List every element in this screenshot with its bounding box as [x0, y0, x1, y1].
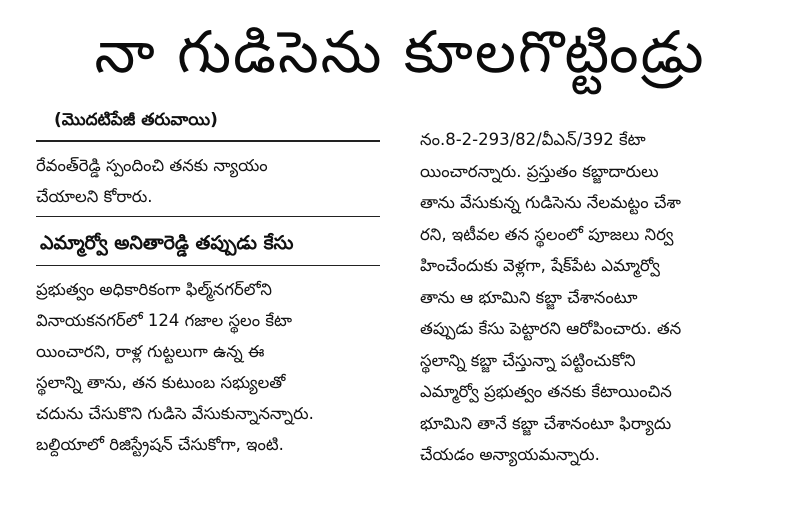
body-paragraph [36, 274, 380, 460]
text-line: నం.8-2-293/82/వీఎన్/392 కేటా [420, 130, 646, 149]
text-line: భూమిని తానే కబ్జా చేశానంటూ ఫిర్యాదు [420, 413, 672, 433]
right-column [420, 124, 780, 471]
left-column [36, 104, 380, 460]
text-line: ఎమ్మార్వో ప్రభుత్వం తనకు కేటాయించిన [420, 382, 672, 401]
text-line: చేయడం అన్యాయమన్నారు. [420, 445, 600, 464]
text-line: స్థలాన్ని తాను, తన కుటుంబ సభ్యులతో [36, 373, 286, 392]
subhead-bottom-rule [36, 265, 380, 266]
right-body-paragraph [420, 124, 780, 471]
text-line: స్థలాన్ని కబ్జా చేస్తున్నా పట్టించుకోని [420, 350, 636, 370]
text-line: బల్దియాలో రిజిస్ట్రేషన్ చేసుకోగా, ఇంటి. [36, 435, 284, 454]
text-line: తాను వేసుకున్న గుడిసెను నేలమట్టం చేశా [420, 193, 681, 212]
subheading: ఎమ్మార్వో అనితారెడ్డి తప్పుడు కేసు [40, 232, 294, 254]
text-line: చేయాలని కోరారు. [36, 187, 153, 206]
subhead-top-rule [36, 216, 380, 217]
text-line: రని, ఇటీవల తన స్థలంలో పూజలు నిర్వ [420, 224, 674, 244]
text-line: రేవంత్‌రెడ్డి స్పందించి తనకు న్యాయం [36, 156, 268, 175]
text-line: యించారని, రాళ్ల గుట్టలుగా ఉన్న ఈ [36, 342, 265, 361]
text-line: హించేందుకు వెళ్లగా, షేక్‌పేట ఎమ్మార్వో [420, 256, 660, 275]
intro-paragraph [36, 150, 380, 212]
text-line: తప్పుడు కేసు పెట్టారని ఆరోపించారు. తన [420, 319, 682, 338]
text-line: ప్రభుత్వం అధికారికంగా ఫిల్మ్‌నగర్‌లోని [36, 280, 272, 299]
text-line: తాను ఆ భూమిని కబ్జా చేశానంటూ [420, 287, 638, 307]
headline: నా గుడిసెను కూలగొట్టిండ్రు [94, 18, 706, 86]
text-line: చదును చేసుకొని గుడిసె వేసుకున్నానన్నారు. [36, 404, 314, 423]
text-line: యించారన్నారు. ప్రస్తుతం కబ్జాదారులు [420, 161, 659, 181]
continued-label: (మొదటిపేజీ తరువాయి) [54, 110, 218, 130]
continued-rule [36, 140, 380, 142]
text-line: వినాయకనగర్‌లో 124 గజాల స్థలం కేటా [36, 311, 293, 330]
